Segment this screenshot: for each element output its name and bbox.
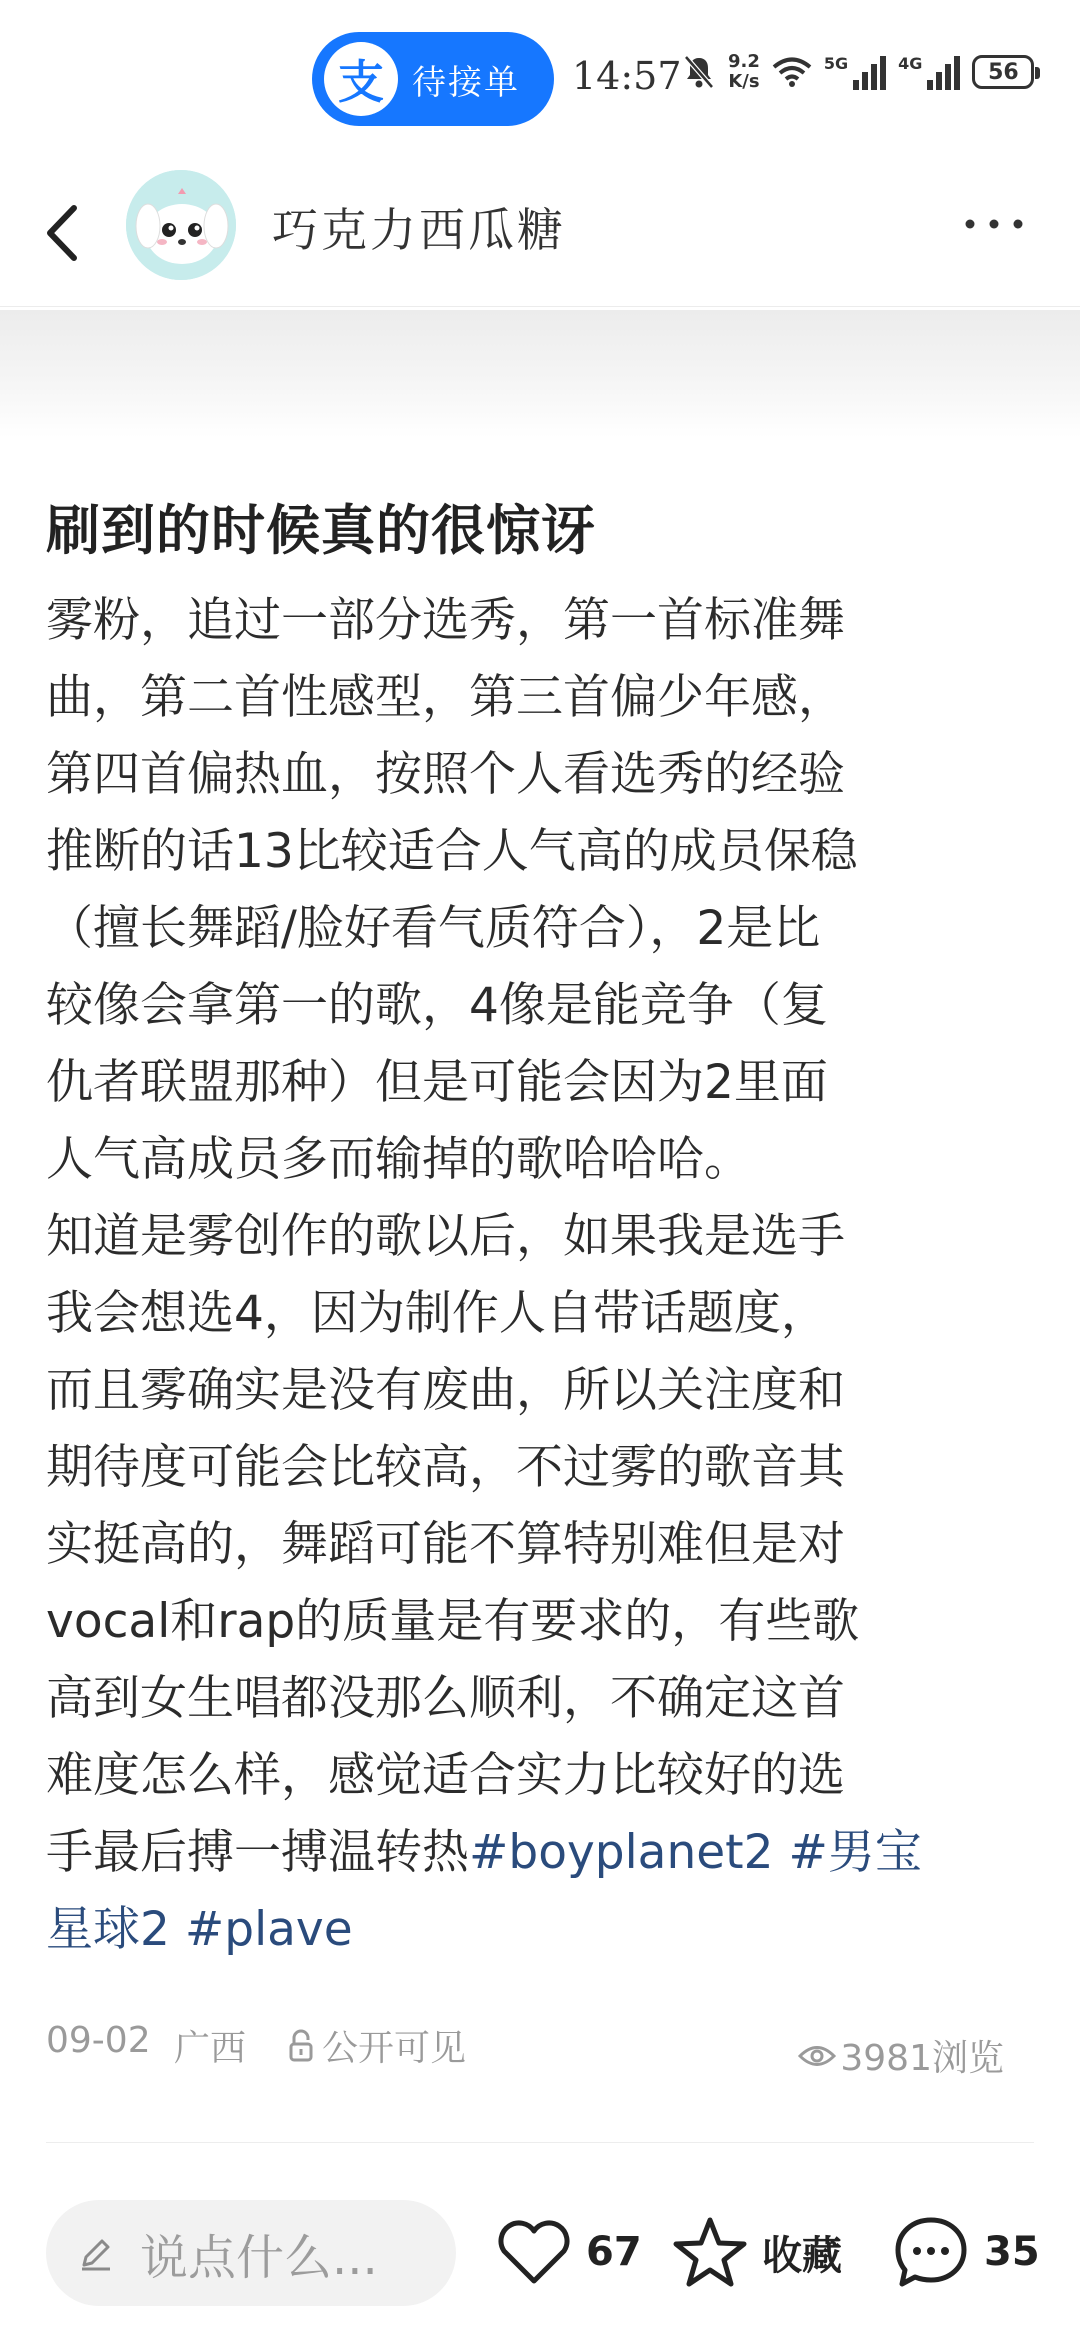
favorite-button[interactable] [672, 2202, 842, 2302]
post-body-line: 实挺高的，舞蹈可能不算特别难但是对 [46, 1517, 845, 1572]
comment-placeholder: 说点什么... [140, 2229, 378, 2286]
battery-level: 56 [988, 59, 1019, 85]
star-icon [672, 2215, 748, 2289]
post-date: 09-02 [46, 2020, 151, 2061]
post-title: 刷到的时候真的很惊讶 [46, 499, 596, 562]
author-name[interactable]: 巧克力西瓜糖 [272, 203, 566, 257]
post-visibility-label: 公开可见 [322, 2028, 467, 2069]
mute-bell-icon [682, 54, 716, 90]
more-options-icon[interactable] [958, 204, 1030, 244]
signal-4g-label: 4G [898, 54, 923, 73]
post-location: 广西 [174, 2028, 247, 2069]
back-arrow-icon[interactable] [40, 188, 88, 278]
post-body-line: 雾粉，追过一部分选秀，第一首标准舞 [46, 593, 845, 648]
post-body-line: 推断的话13比较适合人气高的成员保稳 [46, 824, 858, 879]
lock-icon [286, 2028, 316, 2064]
post-body-line: 人气高成员多而输掉的歌哈哈哈。 [46, 1132, 751, 1187]
favorite-label: 收藏 [762, 2232, 842, 2279]
alipay-pill-label: 待接单 [412, 62, 520, 103]
post-views [798, 2030, 1004, 2081]
pencil-icon [74, 2231, 118, 2275]
status-bar [0, 0, 1080, 160]
like-button[interactable] [496, 2202, 642, 2302]
like-count: 67 [586, 2229, 642, 2275]
wifi-icon [772, 56, 812, 88]
post-header [0, 160, 1080, 307]
alipay-pending-order-pill[interactable] [312, 32, 554, 126]
post-body-line: 第四首偏热血，按照个人看选秀的经验 [46, 747, 845, 802]
signal-5g-icon [824, 54, 886, 90]
post-body-line: 难度怎么样，感觉适合实力比较好的选 [46, 1748, 845, 1803]
post-body-line: 我会想选4，因为制作人自带话题度， [46, 1286, 828, 1341]
divider [46, 2142, 1034, 2143]
author-avatar[interactable] [126, 170, 236, 280]
alipay-logo-icon: 支 [324, 42, 398, 116]
comment-bubble-icon [892, 2214, 970, 2290]
post-body-line: 仇者联盟那种）但是可能会因为2里面 [46, 1055, 828, 1110]
post-body [46, 582, 1026, 1968]
post-body-line: 知道是雾创作的歌以后，如果我是选手 [46, 1209, 845, 1264]
hashtag-link[interactable]: 星球2 [46, 1902, 170, 1957]
status-icons [682, 52, 1034, 92]
post-body-line: 高到女生唱都没那么顺利，不确定这首 [46, 1671, 845, 1726]
image-strip [0, 310, 1080, 438]
battery-icon [972, 55, 1034, 89]
net-speed-unit: K/s [728, 71, 760, 92]
post-body-line: 较像会拿第一的歌，4像是能竞争（复 [46, 978, 828, 1033]
signal-5g-label: 5G [823, 54, 849, 73]
post-body-line: 期待度可能会比较高，不过雾的歌音其 [46, 1440, 845, 1495]
hashtag-link[interactable]: #boyplanet2 [469, 1825, 774, 1880]
post-body-line-with-tags [46, 1814, 1026, 1891]
puppy-avatar-icon [126, 170, 236, 280]
net-speed-value: 9.2 [728, 51, 760, 72]
post-body-line: vocal和rap的质量是有要求的，有些歌 [46, 1594, 860, 1649]
post-body-line-tags [46, 1891, 1026, 1968]
post-views-count: 3981浏览 [840, 2038, 1004, 2079]
bottom-action-bar [0, 2170, 1080, 2340]
comment-count: 35 [984, 2229, 1040, 2275]
post-visibility [286, 2020, 466, 2071]
net-speed [728, 52, 760, 92]
heart-icon [496, 2219, 572, 2285]
comment-input[interactable] [46, 2200, 456, 2306]
status-time: 14:57 [572, 54, 682, 98]
eye-icon [798, 2043, 836, 2069]
signal-4g-icon [898, 54, 960, 90]
post-body-line: 而且雾确实是没有废曲，所以关注度和 [46, 1363, 845, 1418]
hashtag-link[interactable]: #男宝 [788, 1825, 922, 1880]
post-body-last-text: 手最后搏一搏温转热 [46, 1825, 469, 1880]
post-meta [46, 2020, 1034, 2090]
post-body-line: （擅长舞蹈/脸好看气质符合），2是比 [46, 901, 821, 956]
comment-button[interactable] [892, 2202, 1040, 2302]
post-body-line: 曲，第二首性感型，第三首偏少年感， [46, 670, 845, 725]
hashtag-link[interactable]: #plave [184, 1902, 353, 1957]
